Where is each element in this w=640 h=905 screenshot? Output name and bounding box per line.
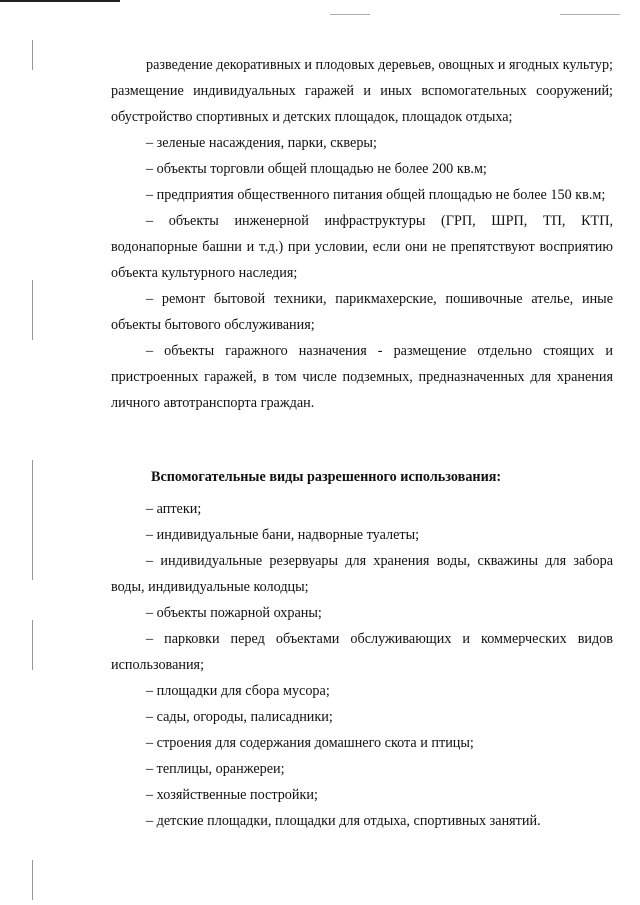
list-item: – парковки перед объектами обслуживающих и коммерческих видов использования; [111,631,613,673]
list-item: – объекты пожарной охраны; [146,605,322,621]
scan-left-edge [32,280,33,340]
list-item: – индивидуальные резервуары для хранения воды, скважины для забора воды, индивидуальные колодцы; [111,553,613,595]
list-item: – аптеки; [146,501,202,517]
list-item: – площадки для сбора мусора; [146,683,330,699]
scan-left-edge [32,40,33,70]
list-item: – зеленые насаждения, парки, скверы; [146,135,377,151]
list-item: – детские площадки, площадки для отдыха, спортивных занятий. [146,813,541,829]
list-item: – хозяйственные постройки; [146,787,318,803]
scan-top-mark [0,0,120,2]
scan-mark [560,14,620,15]
list-item: – объекты инженерной инфраструктуры (ГРП, ШРП, ТП, КТП, водонапорные башни и т.д.) при условии, если они не препятствуют восприятию объекта культурного наследия; [111,213,613,281]
document-page [111,52,613,834]
list-item: – сады, огороды, палисадники; [146,709,333,725]
list-item: – индивидуальные бани, надворные туалеты; [146,527,420,543]
list-item: – строения для содержания домашнего скота и птицы; [146,735,474,751]
list-item: – теплицы, оранжереи; [146,761,285,777]
list-item: – ремонт бытовой техники, парикмахерские, пошивочные ателье, иные объекты бытового обслуживания; [111,291,613,333]
section-heading: Вспомогательные виды разрешенного использования: [151,469,502,485]
scan-left-edge [32,620,33,670]
intro-paragraph: разведение декоративных и плодовых деревьев, овощных и ягодных культур; размещение индивидуальных гаражей и иных вспомогательных сооружений; обустройство спортивных и детских площадок, площадок отдыха; [111,57,613,125]
list-item: – предприятия общественного питания общей площадью не более 150 кв.м; [146,187,606,203]
scan-mark [330,14,370,15]
scan-left-edge [32,860,33,900]
list-item: – объекты гаражного назначения - размещение отдельно стоящих и пристроенных гаражей, в том числе подземных, предназначенных для хранения личного автотранспорта граждан. [111,343,613,411]
list-item: – объекты торговли общей площадью не более 200 кв.м; [146,161,487,177]
scan-left-edge [32,460,33,580]
